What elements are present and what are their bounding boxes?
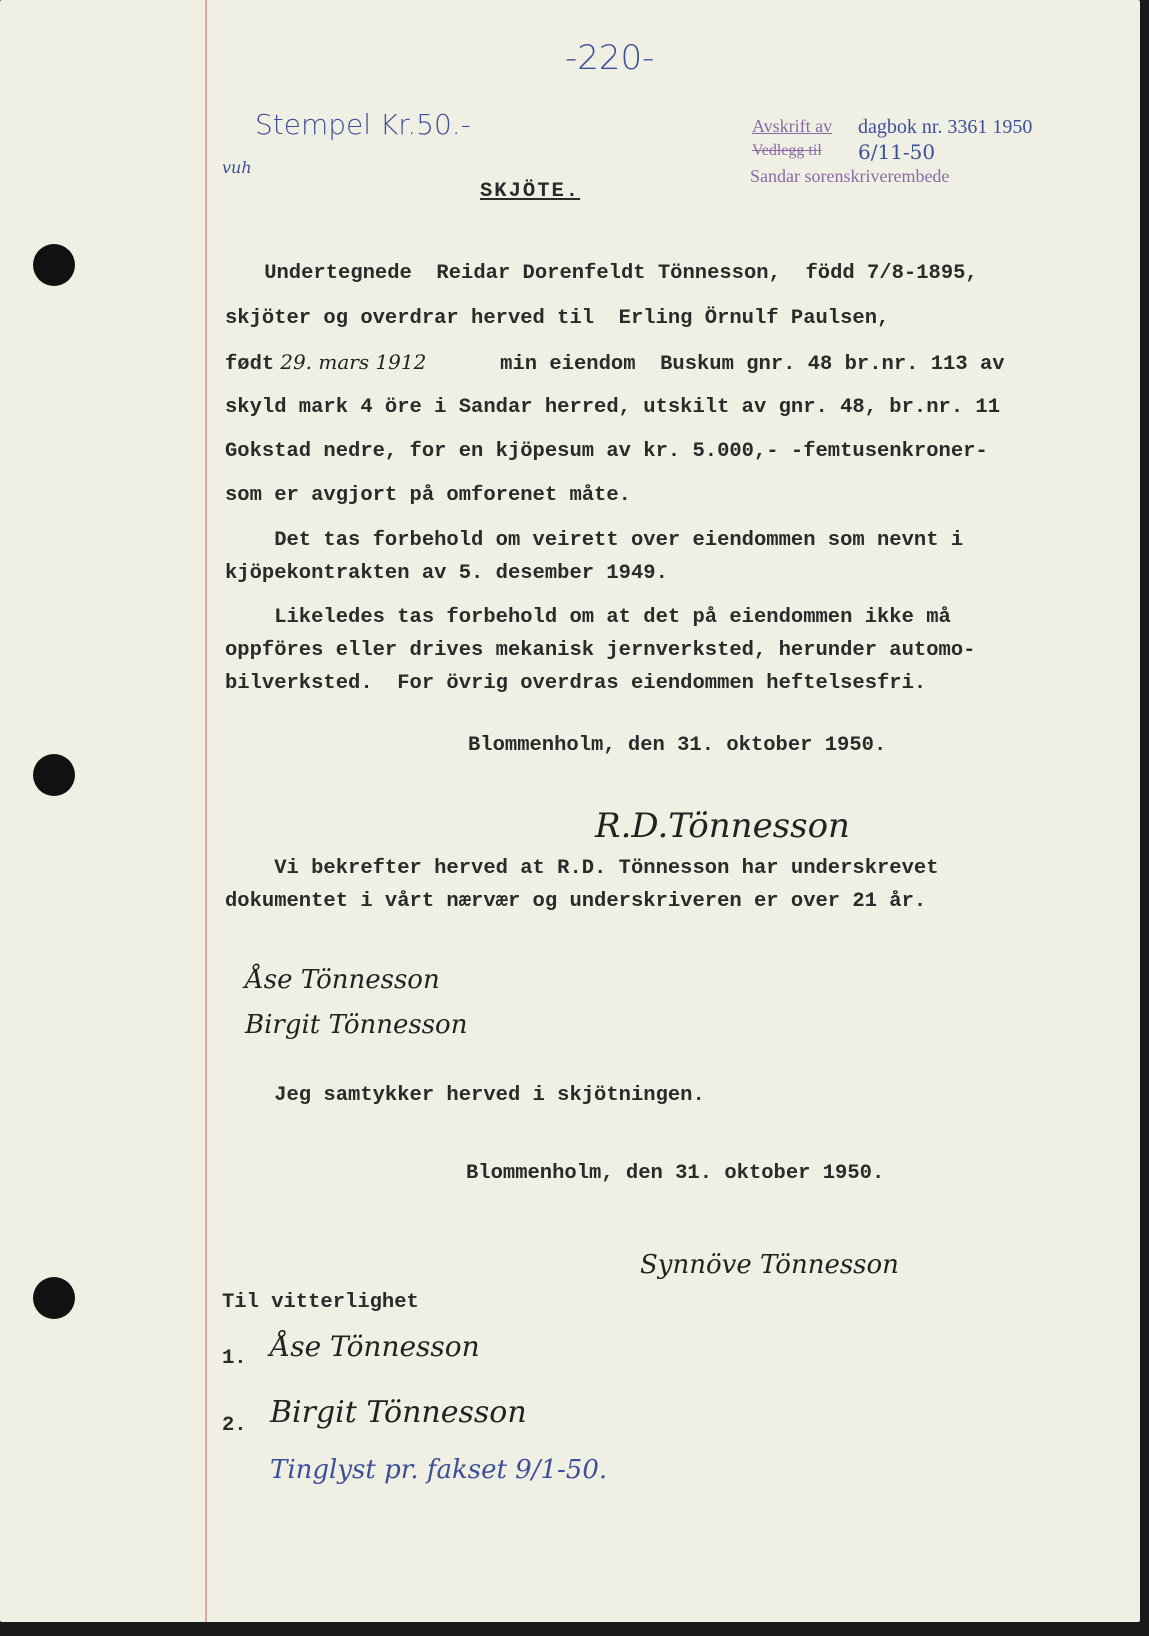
confirmation-line: dokumentet i vårt nærvær og underskriveren er over 21 år. xyxy=(225,890,927,913)
body-line: født xyxy=(225,353,275,376)
witness-signature: Birgit Tönnesson xyxy=(270,1395,527,1430)
place-date: Blommenholm, den 31. oktober 1950. xyxy=(468,734,887,757)
punch-hole xyxy=(33,754,75,796)
signature: Synnöve Tönnesson xyxy=(640,1250,899,1280)
body-line: Likeledes tas forbehold om at det på eiendommen ikke må xyxy=(225,606,951,629)
stamp-line2-printed: Vedlegg til xyxy=(752,142,822,159)
witness-signature: Åse Tönnesson xyxy=(245,965,440,995)
witness-heading: Til vitterlighet xyxy=(222,1291,419,1314)
document-title: SKJÖTE. xyxy=(480,180,581,203)
body-line: kjöpekontrakten av 5. desember 1949. xyxy=(225,562,668,585)
confirmation-line: Vi bekrefter herved at R.D. Tönnesson har underskrevet xyxy=(225,857,939,880)
punch-hole xyxy=(33,244,75,286)
witness-signature: Åse Tönnesson xyxy=(270,1330,480,1363)
body-line: Det tas forbehold om veirett over eiendommen som nevnt i xyxy=(225,529,964,552)
witness-number: 1. xyxy=(222,1347,247,1370)
initials: vuh xyxy=(222,158,252,177)
stamp-line2-hand: 6/11-50 xyxy=(858,140,936,164)
registration-note: Tinglyst pr. fakset 9/1-50. xyxy=(270,1455,608,1485)
stamp-duty-note: Stempel Kr.50.- xyxy=(255,108,471,141)
birth-date-handwritten: 29. mars 1912 xyxy=(280,350,427,374)
place-date: Blommenholm, den 31. oktober 1950. xyxy=(466,1162,885,1185)
birth-line xyxy=(225,350,1005,376)
margin-line xyxy=(205,0,207,1622)
body-line: oppföres eller drives mekanisk jernverksted, herunder automo- xyxy=(225,639,976,662)
stamp-line1-hand: dagbok nr. 3361 1950 xyxy=(858,116,1033,138)
body-line: skyld mark 4 öre i Sandar herred, utskilt av gnr. 48, br.nr. 11 xyxy=(225,396,1001,419)
body-line: Gokstad nedre, for en kjöpesum av kr. 5.000,- -femtusenkroner- xyxy=(225,440,988,463)
stamp-line1-printed: Avskrift av xyxy=(752,116,833,136)
body-line: skjöter og overdrar herved til Erling Örnulf Paulsen, xyxy=(225,307,890,330)
page-number: -220- xyxy=(565,38,655,78)
signature: R.D.Tönnesson xyxy=(595,806,850,846)
body-line: som er avgjort på omforenet måte. xyxy=(225,484,631,507)
witness-signature: Birgit Tönnesson xyxy=(245,1010,468,1040)
stamp-line3: Sandar sorenskriverembede xyxy=(750,166,950,186)
witness-number: 2. xyxy=(222,1414,247,1437)
punch-hole xyxy=(33,1277,75,1319)
consent-line: Jeg samtykker herved i skjötningen. xyxy=(225,1084,705,1107)
body-line: bilverksted. For övrig overdras eiendommen heftelsesfri. xyxy=(225,672,927,695)
body-line: Undertegnede Reidar Dorenfeldt Tönnesson, född 7/8-1895, xyxy=(215,262,978,285)
body-line: min eiendom Buskum gnr. 48 br.nr. 113 av xyxy=(426,353,1005,376)
